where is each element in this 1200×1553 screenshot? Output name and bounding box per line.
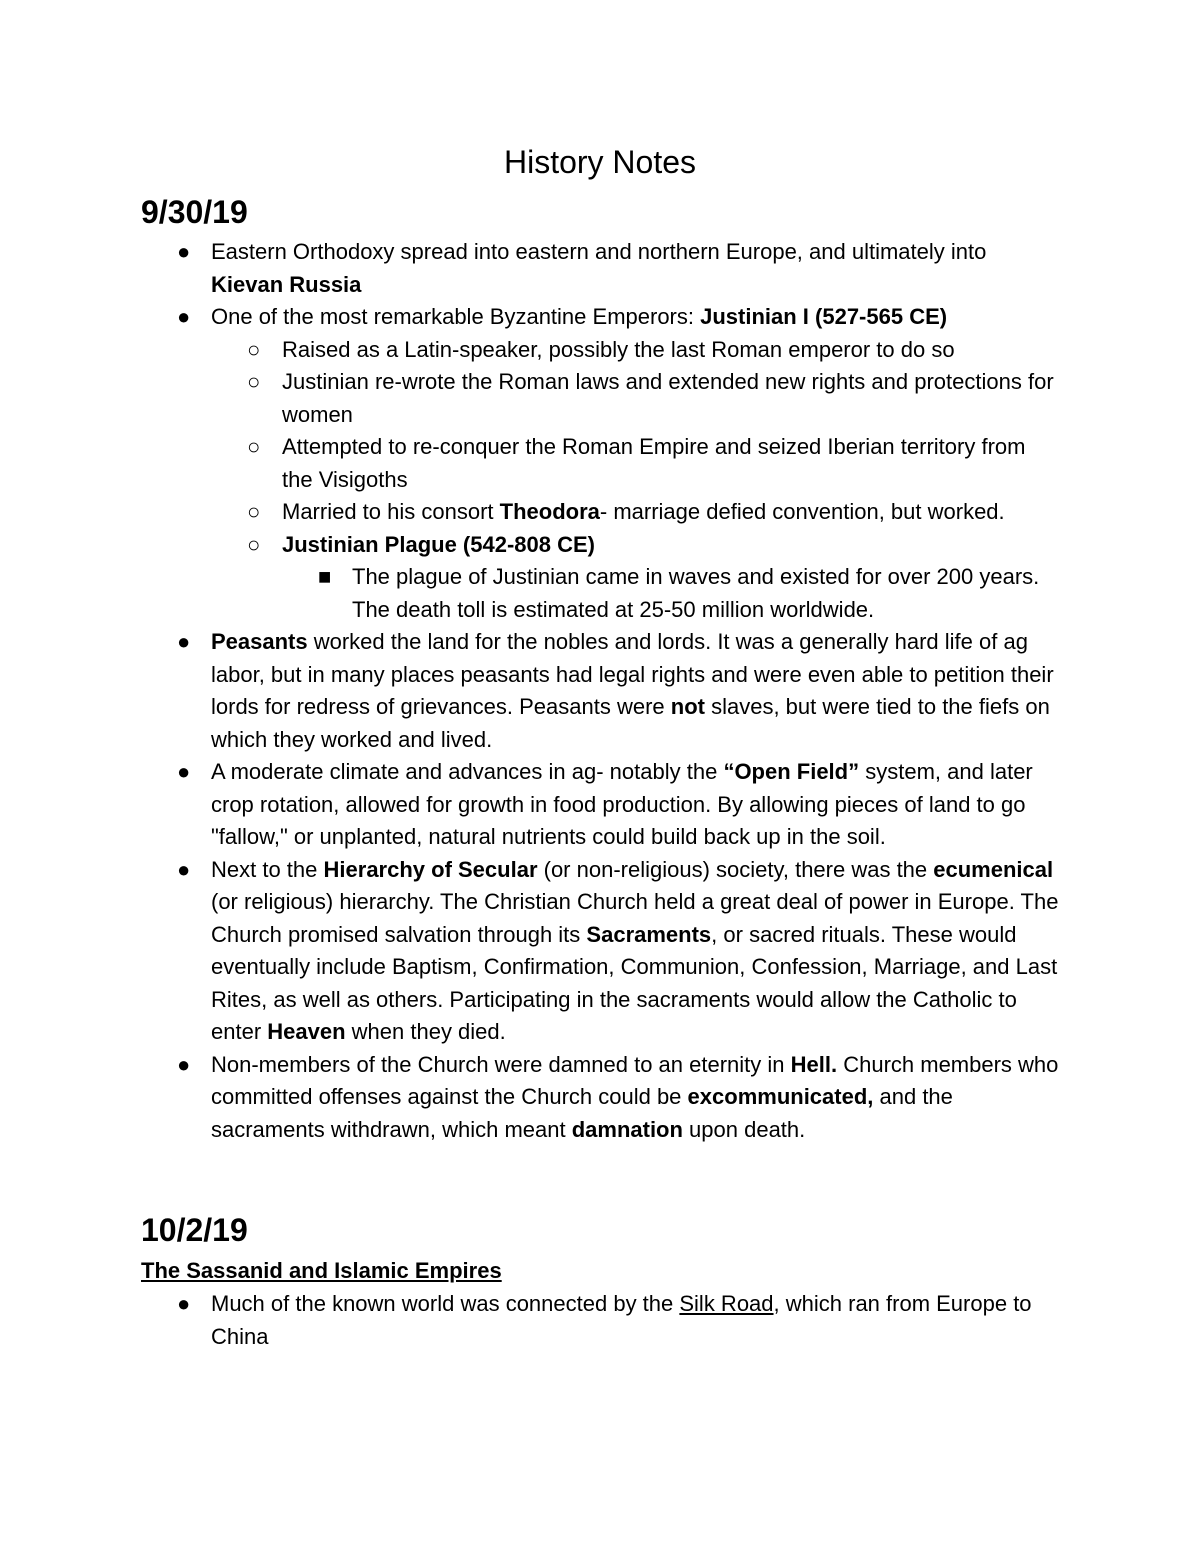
list-item: ● A moderate climate and advances in ag- notably the “Open Field” system, and later crop rotation, allowed for growth in food production. By allowing pieces of land to go "fallow," or unplanted, natural nutrients could build back up in the soil.	[0, 756, 1061, 854]
list-item: ● Next to the Hierarchy of Secular (or non-religious) society, there was the ecumenical (or religious) hierarchy. The Christian Church held a great deal of power in Europe. The Church promised salvation through its Sacraments, or sacred rituals. These would eventually include Baptism, Confirmation, Communion, Confession, Marriage, and Last Rites, as well as others. Participating in the sacraments would allow the Catholic to enter Heaven when they died.	[0, 854, 1061, 1049]
notes-list-1	[0, 236, 1200, 1146]
section-heading: The Sassanid and Islamic Empires	[141, 1258, 502, 1283]
list-item: ● Peasants worked the land for the nobles and lords. It was a generally hard life of ag labor, but in many places peasants had legal rights and were even able to petition their lords for redress of grievances. Peasants were not slaves, but were tied to the fiefs on which they worked and lived.	[0, 626, 1061, 756]
circle-marker: ○	[247, 531, 261, 557]
silk-road-link-text: Silk Road	[679, 1291, 774, 1316]
circle-marker: ○	[247, 336, 261, 362]
list-item: ● Much of the known world was connected by the Silk Road, which ran from Europe to China	[0, 1288, 1061, 1353]
circle-marker: ○	[247, 499, 261, 524]
bullet-marker: ●	[177, 239, 191, 264]
sub-list-item: ○ Raised as a Latin-speaker, possibly the last Roman emperor to do so	[0, 334, 1062, 367]
bullet-marker: ●	[177, 304, 191, 329]
list-item: ● Non-members of the Church were damned to an eternity in Hell. Church members who committed offenses against the Church could be excommunicated, and the sacraments withdrawn, which meant damnation upon death.	[0, 1049, 1061, 1147]
notes-list-2	[0, 1288, 1200, 1353]
circle-marker: ○	[247, 369, 261, 394]
sub-list-item: ○ Attempted to re-conquer the Roman Empire and seized Iberian territory from the Visigoths	[0, 431, 1062, 496]
circle-marker: ○	[247, 434, 261, 459]
bullet-marker: ●	[177, 856, 191, 882]
bullet-marker: ●	[177, 1051, 191, 1077]
sub-list-item: ○ Justinian Plague (542-808 CE)	[0, 529, 1062, 562]
square-marker: ■	[318, 564, 332, 589]
page-title: History Notes	[503, 144, 697, 180]
date-heading-1: 9/30/19	[141, 194, 248, 230]
bullet-marker: ●	[177, 629, 191, 654]
date-heading-2: 10/2/19	[141, 1212, 248, 1248]
bullet-marker: ●	[177, 759, 191, 784]
list-item: ● One of the most remarkable Byzantine Emperors: Justinian I (527-565 CE)	[0, 301, 1061, 334]
sub-list-item: ○ Justinian re-wrote the Roman laws and extended new rights and protections for women	[0, 366, 1062, 431]
sub-list-item: ○ Married to his consort Theodora- marriage defied convention, but worked.	[0, 496, 1062, 529]
bullet-marker: ●	[177, 1291, 191, 1316]
sub-sub-list-item: ■ The plague of Justinian came in waves and existed for over 200 years. The death toll is estimated at 25-50 million worldwide.	[0, 561, 1062, 626]
list-item: ● Eastern Orthodoxy spread into eastern and northern Europe, and ultimately into Kievan Russia	[0, 236, 1061, 301]
